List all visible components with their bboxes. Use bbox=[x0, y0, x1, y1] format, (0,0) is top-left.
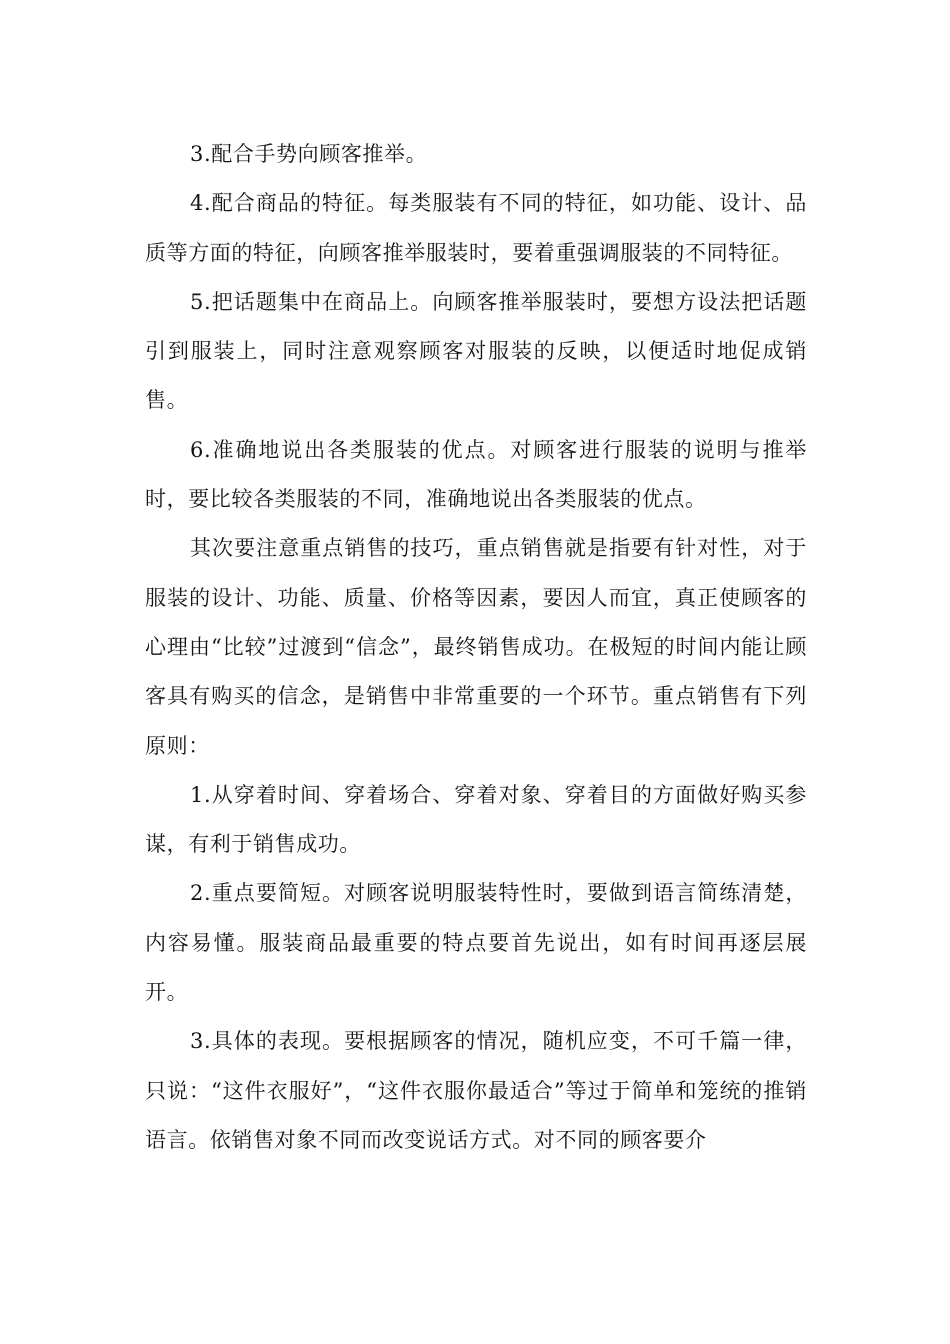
paragraph-key-selling: 其次要注意重点销售的技巧，重点销售就是指要有针对性，对于服装的设计、功能、质量、价格等因素，要因人而宜，真正使顾客的心理由“比较”过渡到“信念”，最终销售成功。在极短的时间内能让顾客具有购买的信念，是销售中非常重要的一个环节。重点销售有下列原则： bbox=[145, 536, 807, 758]
paragraph-principle-2: 2.重点要简短。对顾客说明服装特性时，要做到语言简练清楚，内容易懂。服装商品最重要的特点要首先说出，如有时间再逐层展开。 bbox=[145, 881, 807, 1005]
paragraph-principle-3: 3.具体的表现。要根据顾客的情况，随机应变，不可千篇一律，只说：“这件衣服好”，“这件衣服你最适合”等过于简单和笼统的推销语言。依销售对象不同而改变说话方式。对不同的顾客要介 bbox=[145, 1029, 807, 1152]
paragraph-5-topic: 5.把话题集中在商品上。向顾客推举服装时，要想方设法把话题引到服装上，同时注意观察顾客对服装的反映，以便适时地促成销售。 bbox=[145, 289, 807, 413]
paragraph-3-gesture: 3.配合手势向顾客推举。 bbox=[190, 142, 428, 166]
paragraph-principle-1: 1.从穿着时间、穿着场合、穿着对象、穿着目的方面做好购买参谋，有利于销售成功。 bbox=[145, 782, 807, 857]
paragraph-4-features: 4.配合商品的特征。每类服装有不同的特征，如功能、设计、品质等方面的特征，向顾客推举服装时，要着重强调服装的不同特征。 bbox=[145, 191, 807, 265]
paragraph-6-advantages: 6.准确地说出各类服装的优点。对顾客进行服装的说明与推举时，要比较各类服装的不同，准确地说出各类服装的优点。 bbox=[145, 437, 807, 512]
document-body bbox=[145, 130, 807, 1165]
